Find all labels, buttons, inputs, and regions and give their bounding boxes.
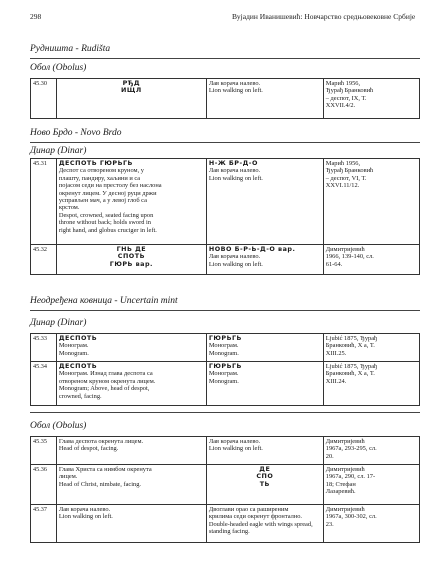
obverse-description: усправљен мач, а у левој глоб са — [58, 197, 147, 205]
obverse-description: Despot, crowned, seated facing upon — [58, 211, 154, 219]
reverse-legend: Н-Ж БР-Д-О — [208, 159, 258, 167]
table-row — [31, 334, 420, 362]
obverse-cell — [56, 159, 206, 245]
reference-cell — [323, 79, 419, 119]
obverse-cell — [56, 505, 206, 543]
reference-text: – деспот, IX, T. — [325, 94, 367, 102]
section-heading-uncertain-mint: Неодређена ковница - Uncertain mint — [30, 296, 178, 306]
reverse-description: крилима седи окренут фронтално. — [208, 513, 303, 521]
reference-text: 1966, 139-140, сл. — [325, 253, 374, 261]
obverse-description: Монограм. — [58, 342, 89, 350]
obverse-description: Monogram; Above, head of despot, — [58, 385, 150, 393]
coin-table-rudista — [30, 78, 420, 119]
reverse-description: Двоглави орао са раширеним — [208, 506, 289, 513]
reverse-cell — [206, 159, 323, 245]
reverse-description: Монограм. — [208, 370, 239, 378]
reference-text: 1967a, 300-302, сл. — [325, 513, 377, 521]
reference-text: Марић 1956, — [325, 160, 361, 167]
reverse-description: standing facing. — [208, 528, 250, 536]
catalog-number: 45.30 — [31, 79, 57, 119]
section-rule — [30, 58, 420, 59]
section-rule — [30, 310, 420, 311]
reference-text: Ljubić 1875, Ђурађ — [325, 363, 378, 370]
catalog-number: 45.36 — [31, 465, 57, 505]
subheading-obolus-rudista: Обол (Obolus) — [30, 63, 87, 73]
reference-text: Димитријевић — [325, 246, 365, 253]
reverse-description: Lion walking on left. — [208, 87, 263, 95]
reference-text: Димитријевић — [325, 438, 365, 445]
obverse-description: Head of Christ, nimbate, facing. — [58, 480, 142, 488]
reference-text: Лазаревић. — [325, 488, 356, 496]
reference-text: XIII.24. — [325, 377, 347, 385]
obverse-description: крстом. — [58, 204, 80, 212]
reference-text: Димитријевић — [325, 466, 365, 473]
reference-text: – деспот, VI, T. — [325, 174, 367, 182]
obverse-description: плашту, пандиру, хаљини и са — [58, 174, 141, 182]
reference-text: Марић 1956, — [325, 80, 361, 87]
obverse-description: отвореном круном окренута лицем. — [58, 377, 156, 385]
subheading-dinar-uncertain: Динар (Dinar) — [30, 318, 87, 328]
obverse-legend: ДЕСПОТЬ — [58, 334, 98, 342]
reverse-description: Монограм. — [208, 342, 239, 350]
reverse-cell — [206, 465, 323, 505]
obverse-cell — [56, 362, 206, 406]
reference-text: Бранковић, X a, T. — [325, 342, 375, 350]
obverse-description: Monogram. — [58, 349, 89, 357]
obverse-description: Lion walking on left. — [58, 513, 113, 521]
obverse-cell — [56, 79, 206, 119]
catalog-number: 45.37 — [31, 505, 57, 543]
catalog-number: 45.33 — [31, 334, 57, 362]
table-row — [31, 437, 420, 465]
obverse-description: Глава деспота окренута лицем. — [58, 438, 144, 445]
reverse-description: Lion walking on left. — [208, 260, 263, 268]
reference-text: 1967a, 293-295, сл. — [325, 445, 377, 453]
reverse-cell — [206, 334, 323, 362]
catalog-number: 45.31 — [31, 159, 57, 245]
coin-table-novo-brdo — [30, 158, 420, 275]
reference-text: 1967a, 290, сл. 17- — [325, 473, 376, 481]
obverse-description: лицем. — [58, 473, 78, 481]
reverse-cell — [206, 245, 323, 275]
obverse-legend: ДЕСПОТЬ — [58, 362, 98, 370]
table-row — [31, 245, 420, 275]
obverse-cell — [56, 245, 206, 275]
running-title: Вујадин Иванишевић: Новчарство средњовековне Србије — [232, 12, 416, 21]
reverse-cell — [206, 437, 323, 465]
obverse-description: Лав корача налево. — [58, 506, 111, 513]
section-rule — [30, 412, 420, 413]
section-heading-rudista: Рудништа - Rudišta — [30, 44, 111, 54]
obverse-legend: СПОТЬ — [117, 252, 145, 261]
reverse-description: Lion walking on left. — [208, 174, 263, 182]
reverse-description: Monogram. — [208, 349, 239, 357]
obverse-description: окренут лицем. У десној руци држи — [58, 189, 157, 197]
catalog-number: 45.32 — [31, 245, 57, 275]
obverse-cell — [56, 465, 206, 505]
reverse-description: Double-headed eagle with wings spread, — [208, 520, 313, 528]
obverse-description: throne without back; holds sword in — [58, 219, 151, 227]
obverse-cell — [56, 334, 206, 362]
reverse-legend: СПО — [256, 472, 274, 481]
reverse-legend: ГЮРЬГЬ — [208, 362, 242, 370]
obverse-legend: ГНЬ ДЕ — [116, 245, 147, 253]
reference-cell — [323, 505, 419, 543]
reference-text: 23. — [325, 520, 334, 528]
obverse-legend: ИЩЛ — [121, 86, 142, 95]
obverse-description: Монограм. Изнад глава деспота са — [58, 370, 153, 378]
reverse-description: Lion walking on left. — [208, 445, 263, 453]
obverse-description: crowned, facing. — [58, 392, 102, 400]
reference-text: 20. — [325, 452, 334, 460]
table-row — [31, 465, 420, 505]
catalog-number: 45.35 — [31, 437, 57, 465]
reference-text: Ljubić 1875, Ђурађ — [325, 335, 378, 342]
reference-cell — [323, 159, 419, 245]
subheading-obolus-uncertain: Обол (Obolus) — [30, 421, 87, 431]
reference-text: Ђурађ Бранковић — [325, 87, 374, 95]
reference-cell — [323, 334, 419, 362]
reference-text: Димитријевић — [325, 506, 365, 513]
obverse-description: Деспот са отвореном круном, у — [58, 167, 144, 175]
subheading-dinar-novo-brdo: Динар (Dinar) — [30, 146, 87, 156]
reverse-legend: ГЮРЬГЬ — [208, 334, 242, 342]
coin-table-uncertain-dinar — [30, 333, 420, 406]
table-row — [31, 159, 420, 245]
reverse-description: Monogram. — [208, 377, 239, 385]
reference-cell — [323, 437, 419, 465]
reference-text: XXVI.11/12. — [325, 182, 360, 190]
obverse-legend: РЂД — [122, 79, 141, 87]
reverse-description: Лав корача налево. — [208, 253, 261, 261]
reverse-cell — [206, 505, 323, 543]
reference-cell — [323, 362, 419, 406]
reverse-cell — [206, 362, 323, 406]
obverse-legend: ГЮРЬ вар. — [109, 259, 153, 268]
page-number: 298 — [30, 12, 42, 21]
obverse-description: Head of despot, facing. — [58, 445, 119, 453]
reference-cell — [323, 245, 419, 275]
obverse-description: right hand, and globus cruciger in left. — [58, 226, 157, 234]
table-row — [31, 79, 420, 119]
reference-text: Бранковић, X a, T. — [325, 370, 375, 378]
reverse-legend: ДЕ — [259, 465, 271, 473]
reverse-legend: ТЬ — [259, 479, 270, 488]
obverse-legend: ДЕСПОТЬ ГЮРЬГЬ — [58, 159, 133, 167]
obverse-cell — [56, 437, 206, 465]
reference-text: XIII.25. — [325, 349, 347, 357]
section-heading-novo-brdo: Ново Брдо - Novo Brdo — [30, 128, 122, 138]
catalog-number: 45.34 — [31, 362, 57, 406]
reverse-description: Лав корача налево. — [208, 438, 261, 445]
table-row — [31, 505, 420, 543]
reverse-cell — [206, 79, 323, 119]
reference-text: Ђурађ Бранковић — [325, 167, 374, 175]
section-rule — [30, 142, 420, 143]
reference-text: 18; Стефан — [325, 480, 356, 488]
reverse-description: Лав корача налево. — [208, 167, 261, 175]
reference-text: 61-64. — [325, 260, 343, 268]
table-row — [31, 362, 420, 406]
obverse-description: Глава Христа са нимбом окренута — [58, 466, 152, 473]
reverse-legend: НОВО Б-Р-Ь-Д-О вар. — [208, 245, 296, 253]
reference-text: XXVII.4/2. — [325, 102, 356, 110]
coin-table-uncertain-obolus — [30, 436, 420, 543]
reference-cell — [323, 465, 419, 505]
obverse-description: појасом седи на престолу без наслона — [58, 182, 162, 190]
reverse-description: Лав корача налево. — [208, 80, 261, 87]
